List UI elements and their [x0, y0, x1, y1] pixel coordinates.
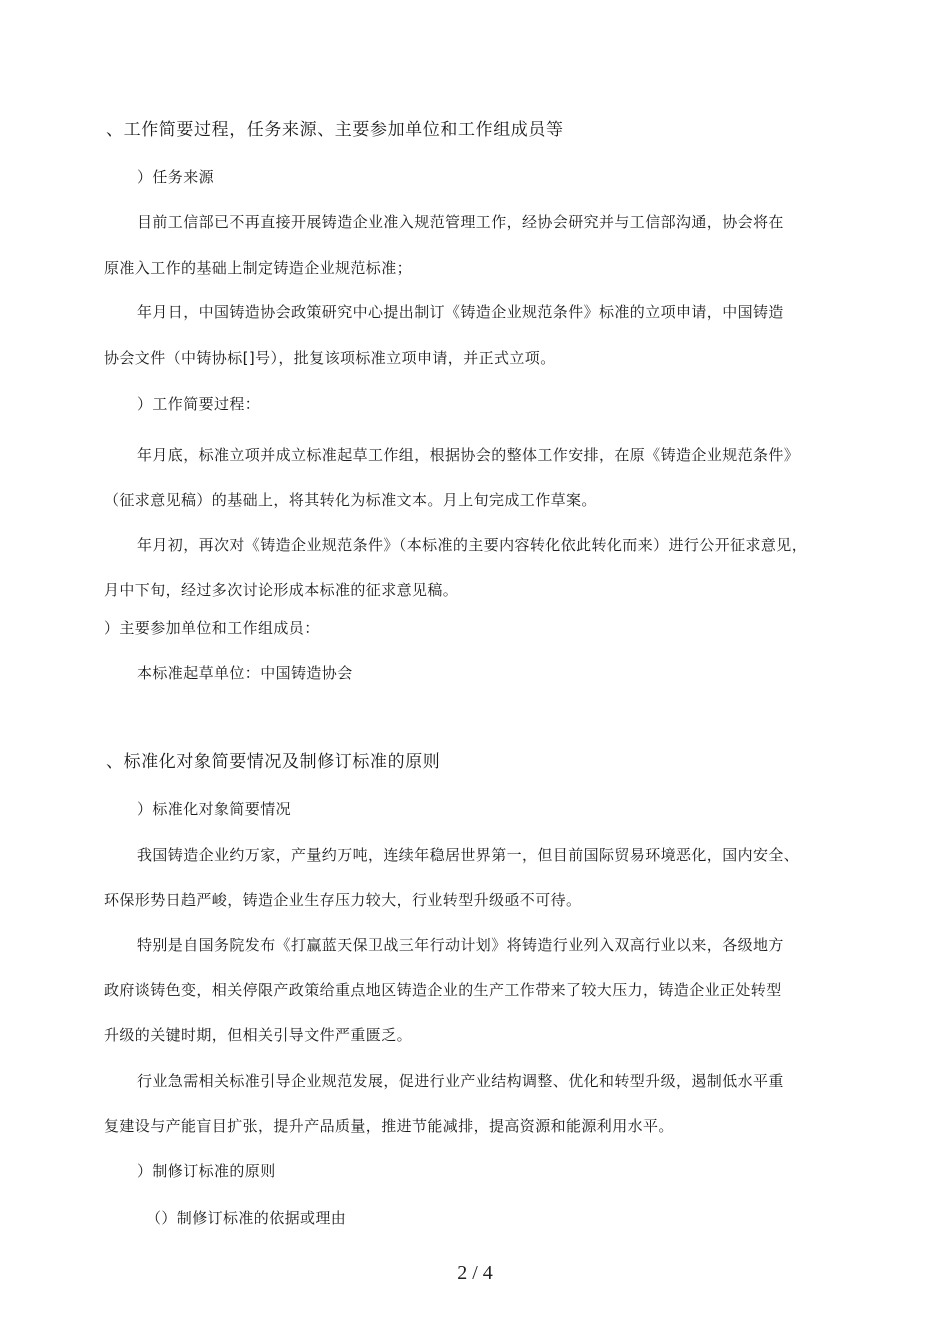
section-1-heading: 、工作简要过程，任务来源、主要参加单位和工作组成员等 [106, 120, 564, 140]
section-1-subtitle-process: ）工作简要过程： [137, 395, 261, 413]
section-2-heading: 、标准化对象简要情况及制修订标准的原则 [106, 752, 441, 772]
paragraph-line: 升级的关键时期，但相关引导文件严重匮乏。 [104, 1026, 413, 1044]
paragraph-line: 复建设与产能盲目扩张，提升产品质量，推进节能减排，提高资源和能源利用水平。 [104, 1117, 674, 1135]
paragraph-line: 环保形势日趋严峻，铸造企业生存压力较大，行业转型升级亟不可待。 [104, 891, 582, 909]
section-2-item-basis: （）制修订标准的依据或理由 [146, 1209, 347, 1227]
paragraph-line: 政府谈铸色变，相关停限产政策给重点地区铸造企业的生产工作带来了较大压力，铸造企业正处转型 [104, 981, 782, 999]
paragraph-line: 行业急需相关标准引导企业规范发展，促进行业产业结构调整、优化和转型升级，遏制低水平重 [137, 1072, 784, 1090]
paragraph-line: 年月日，中国铸造协会政策研究中心提出制订《铸造企业规范条件》标准的立项申请，中国铸造 [137, 303, 784, 321]
paragraph-line: 原准入工作的基础上制定铸造企业规范标准； [104, 259, 413, 277]
section-1-subtitle-task-source: ）任务来源 [137, 168, 215, 186]
paragraph-line: 我国铸造企业约万家，产量约万吨，连续年稳居世界第一，但目前国际贸易环境恶化，国内安全、 [137, 846, 800, 864]
paragraph-line: 月中下旬，经过多次讨论形成本标准的征求意见稿。 [104, 581, 459, 599]
paragraph-line: 本标准起草单位：中国铸造协会 [137, 664, 353, 682]
paragraph-line: （征求意见稿）的基础上，将其转化为标准文本。月上旬完成工作草案。 [104, 491, 597, 509]
section-2-subtitle-principles: ）制修订标准的原则 [137, 1162, 276, 1180]
page-number: 2 / 4 [457, 1262, 493, 1284]
paragraph-line: 年月底，标准立项并成立标准起草工作组，根据协会的整体工作安排，在原《铸造企业规范条件》 [137, 446, 800, 464]
section-1-subtitle-participants: ）主要参加单位和工作组成员： [104, 619, 320, 637]
paragraph-line: 协会文件（中铸协标[]号），批复该项标准立项申请，并正式立项。 [104, 349, 556, 367]
section-2-subtitle-overview: ）标准化对象简要情况 [137, 800, 292, 818]
paragraph-line: 特别是自国务院发布《打赢蓝天保卫战三年行动计划》将铸造行业列入双高行业以来，各级地方 [137, 936, 784, 954]
paragraph-line: 目前工信部已不再直接开展铸造企业准入规范管理工作，经协会研究并与工信部沟通，协会将在 [137, 213, 784, 231]
paragraph-line: 年月初，再次对《铸造企业规范条件》（本标准的主要内容转化依此转化而来）进行公开征求意见， [137, 536, 808, 554]
